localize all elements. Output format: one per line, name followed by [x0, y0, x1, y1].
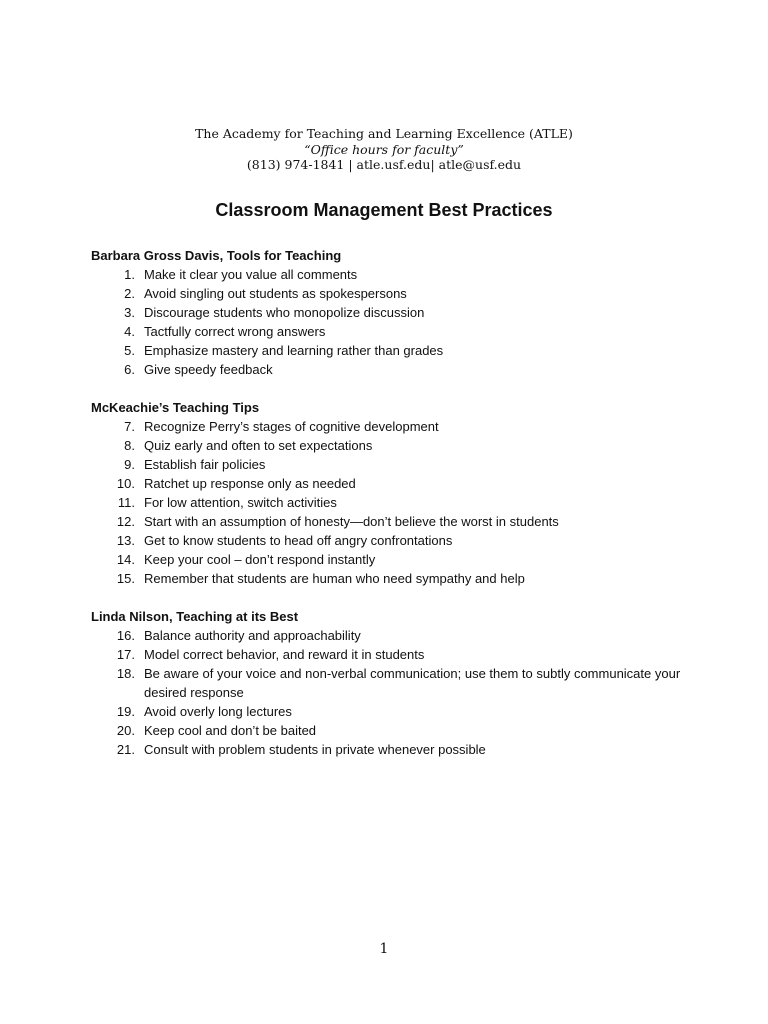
practice-list [91, 626, 701, 759]
item-text: Make it clear you value all comments [144, 267, 358, 282]
document-title: Classroom Management Best Practices [215, 200, 553, 220]
item-text: Be aware of your voice and non-verbal communication; use them to subtly communicate your desired response [144, 666, 681, 700]
item-number: 12. [116, 514, 135, 529]
section [91, 398, 701, 588]
list-item [91, 322, 701, 341]
section-title: McKeachie’s Teaching Tips [91, 400, 260, 415]
list-item [91, 436, 701, 455]
item-number: 15. [116, 571, 135, 586]
tagline: “Office hours for faculty” [304, 141, 464, 157]
item-number: 3. [124, 305, 135, 320]
list-item [91, 721, 701, 740]
practice-list [91, 265, 701, 379]
item-number: 13. [116, 533, 135, 548]
item-text: Keep your cool – don’t respond instantly [144, 552, 376, 567]
list-item [91, 740, 701, 759]
item-number: 21. [116, 742, 135, 757]
item-text: Avoid overly long lectures [144, 704, 292, 719]
list-item [91, 474, 701, 493]
item-text: Tactfully correct wrong answers [144, 324, 326, 339]
list-item [91, 569, 701, 588]
item-number: 6. [124, 362, 135, 377]
list-item [91, 265, 701, 284]
item-text: Keep cool and don’t be baited [144, 723, 317, 738]
contact-info: (813) 974-1841 | atle.usf.edu| atle@usf.edu [246, 157, 522, 172]
list-item [91, 284, 701, 303]
item-number: 17. [116, 647, 135, 662]
item-text: Balance authority and approachability [144, 628, 361, 643]
list-item [91, 341, 701, 360]
item-text: Get to know students to head off angry confrontations [144, 533, 453, 548]
item-text: Discourage students who monopolize discussion [144, 305, 425, 320]
item-text: Give speedy feedback [144, 362, 273, 377]
item-number: 19. [116, 704, 135, 719]
section-title: Barbara Gross Davis, Tools for Teaching [91, 248, 342, 263]
document-header [0, 126, 768, 173]
list-item [91, 512, 701, 531]
item-text: Start with an assumption of honesty—don’t believe the worst in students [144, 514, 559, 529]
item-number: 2. [124, 286, 135, 301]
item-number: 8. [124, 438, 135, 453]
item-text: Avoid singling out students as spokespersons [144, 286, 407, 301]
item-number: 7. [124, 419, 135, 434]
list-item [91, 702, 701, 721]
item-number: 20. [116, 723, 135, 738]
list-item [91, 493, 701, 512]
list-item [91, 417, 701, 436]
list-item [91, 645, 701, 664]
section-title: Linda Nilson, Teaching at its Best [91, 609, 299, 624]
item-number: 16. [116, 628, 135, 643]
sections-container [91, 246, 701, 778]
item-text: Model correct behavior, and reward it in students [144, 647, 425, 662]
section [91, 246, 701, 379]
list-item [91, 303, 701, 322]
list-item [91, 455, 701, 474]
list-item [91, 360, 701, 379]
organization-name: The Academy for Teaching and Learning Excellence (ATLE) [195, 126, 573, 141]
item-number: 1. [124, 267, 135, 282]
item-text: Emphasize mastery and learning rather than grades [144, 343, 444, 358]
list-item [91, 550, 701, 569]
item-number: 14. [116, 552, 135, 567]
item-number: 4. [124, 324, 135, 339]
practice-list [91, 417, 701, 588]
item-number: 10. [116, 476, 135, 491]
item-text: Ratchet up response only as needed [144, 476, 356, 491]
item-text: For low attention, switch activities [144, 495, 337, 510]
list-item [91, 664, 701, 702]
item-number: 11. [117, 495, 135, 510]
list-item [91, 626, 701, 645]
item-text: Establish fair policies [144, 457, 266, 472]
item-text: Consult with problem students in private whenever possible [144, 742, 486, 757]
item-number: 9. [124, 457, 135, 472]
item-number: 5. [124, 343, 135, 358]
item-text: Recognize Perry’s stages of cognitive development [144, 419, 439, 434]
list-item [91, 531, 701, 550]
item-text: Remember that students are human who need sympathy and help [144, 571, 525, 586]
page-number: 1 [379, 941, 389, 957]
item-number: 18. [116, 666, 135, 681]
section [91, 607, 701, 759]
item-text: Quiz early and often to set expectations [144, 438, 373, 453]
